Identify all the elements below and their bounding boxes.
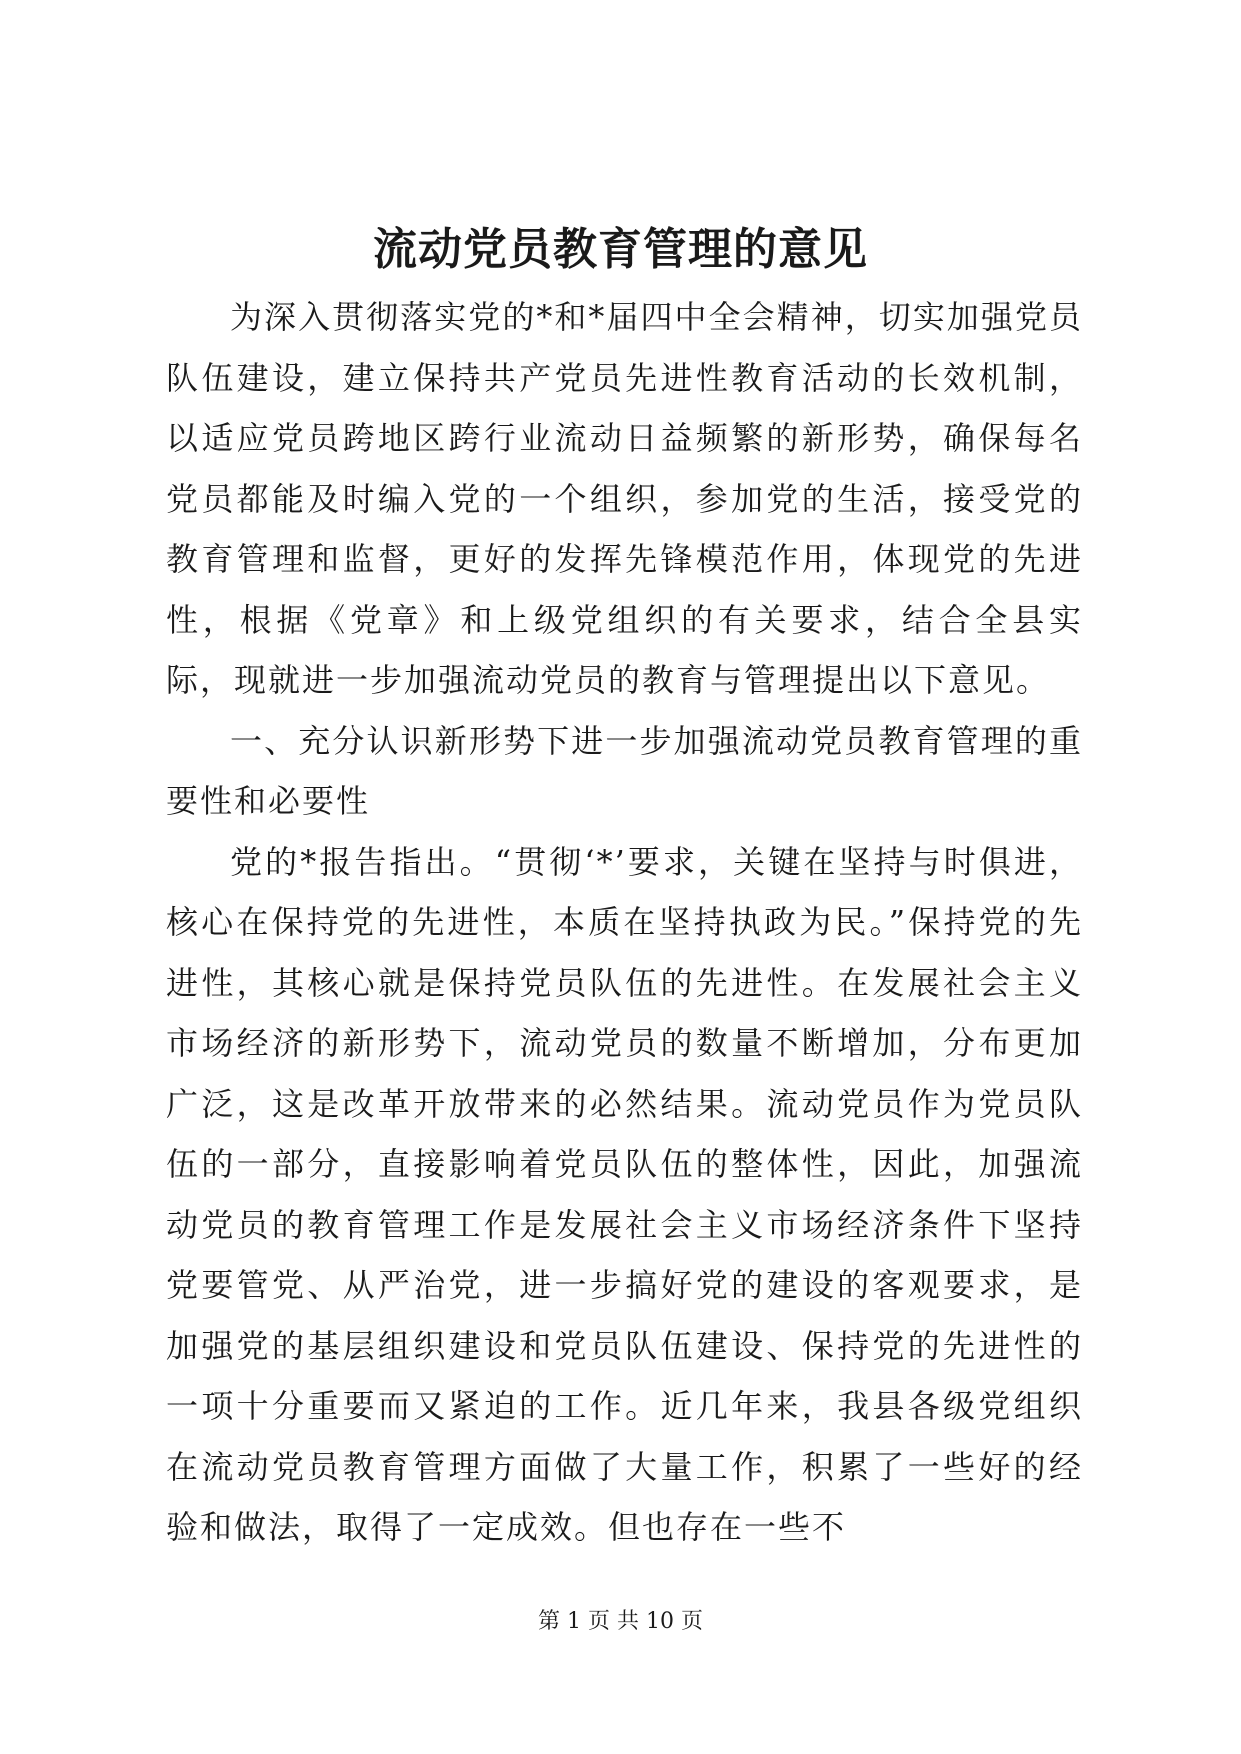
page-footer: 第 1 页 共 10 页 — [538, 1609, 703, 1634]
paragraph-section-1: 党的*报告指出。“贯彻‘*’要求，关键在坚持与时俱进，核心在保持党的先进性，本质在坚持执政为民。”保持党的先进性，其核心就是保持党员队伍的先进性。在发展社会主义市场经济的新形势下，流动党员的数量不断增加，分布更加广泛，这是改革开放带来的必然结果。流动党员作为党员队伍的一部分，直接影响着党员队伍的整体性，因此，加强流动党员的教育管理工作是发展社会主义市场经济条件下坚持党要管党、从严治党，进一步搞好党的建设的客观要求，是加强党的基层组织建设和党员队伍建设、保持党的先进性的一项十分重要而又紧迫的工作。近几年来，我县各级党组织在流动党员教育管理方面做了大量工作，积累了一些好的经验和做法，取得了一定成效。但也存在一些不 — [166, 842, 1083, 1546]
section-heading-1: 一、充分认识新形势下进一步加强流动党员教育管理的重要性和必要性 — [166, 721, 1083, 820]
paragraph-intro: 为深入贯彻落实党的*和*届四中全会精神，切实加强党员队伍建设，建立保持共产党员先进性教育活动的长效机制，以适应党员跨地区跨行业流动日益频繁的新形势，确保每名党员都能及时编入党的一个组织，参加党的生活，接受党的教育管理和监督，更好的发挥先锋模范作用，体现党的先进性，根据《党章》和上级党组织的有关要求，结合全县实际，现就进一步加强流动党员的教育与管理提出以下意见。 — [166, 298, 1083, 699]
document-title: 流动党员教育管理的意见 — [373, 224, 868, 275]
document-body — [166, 287, 1083, 1558]
